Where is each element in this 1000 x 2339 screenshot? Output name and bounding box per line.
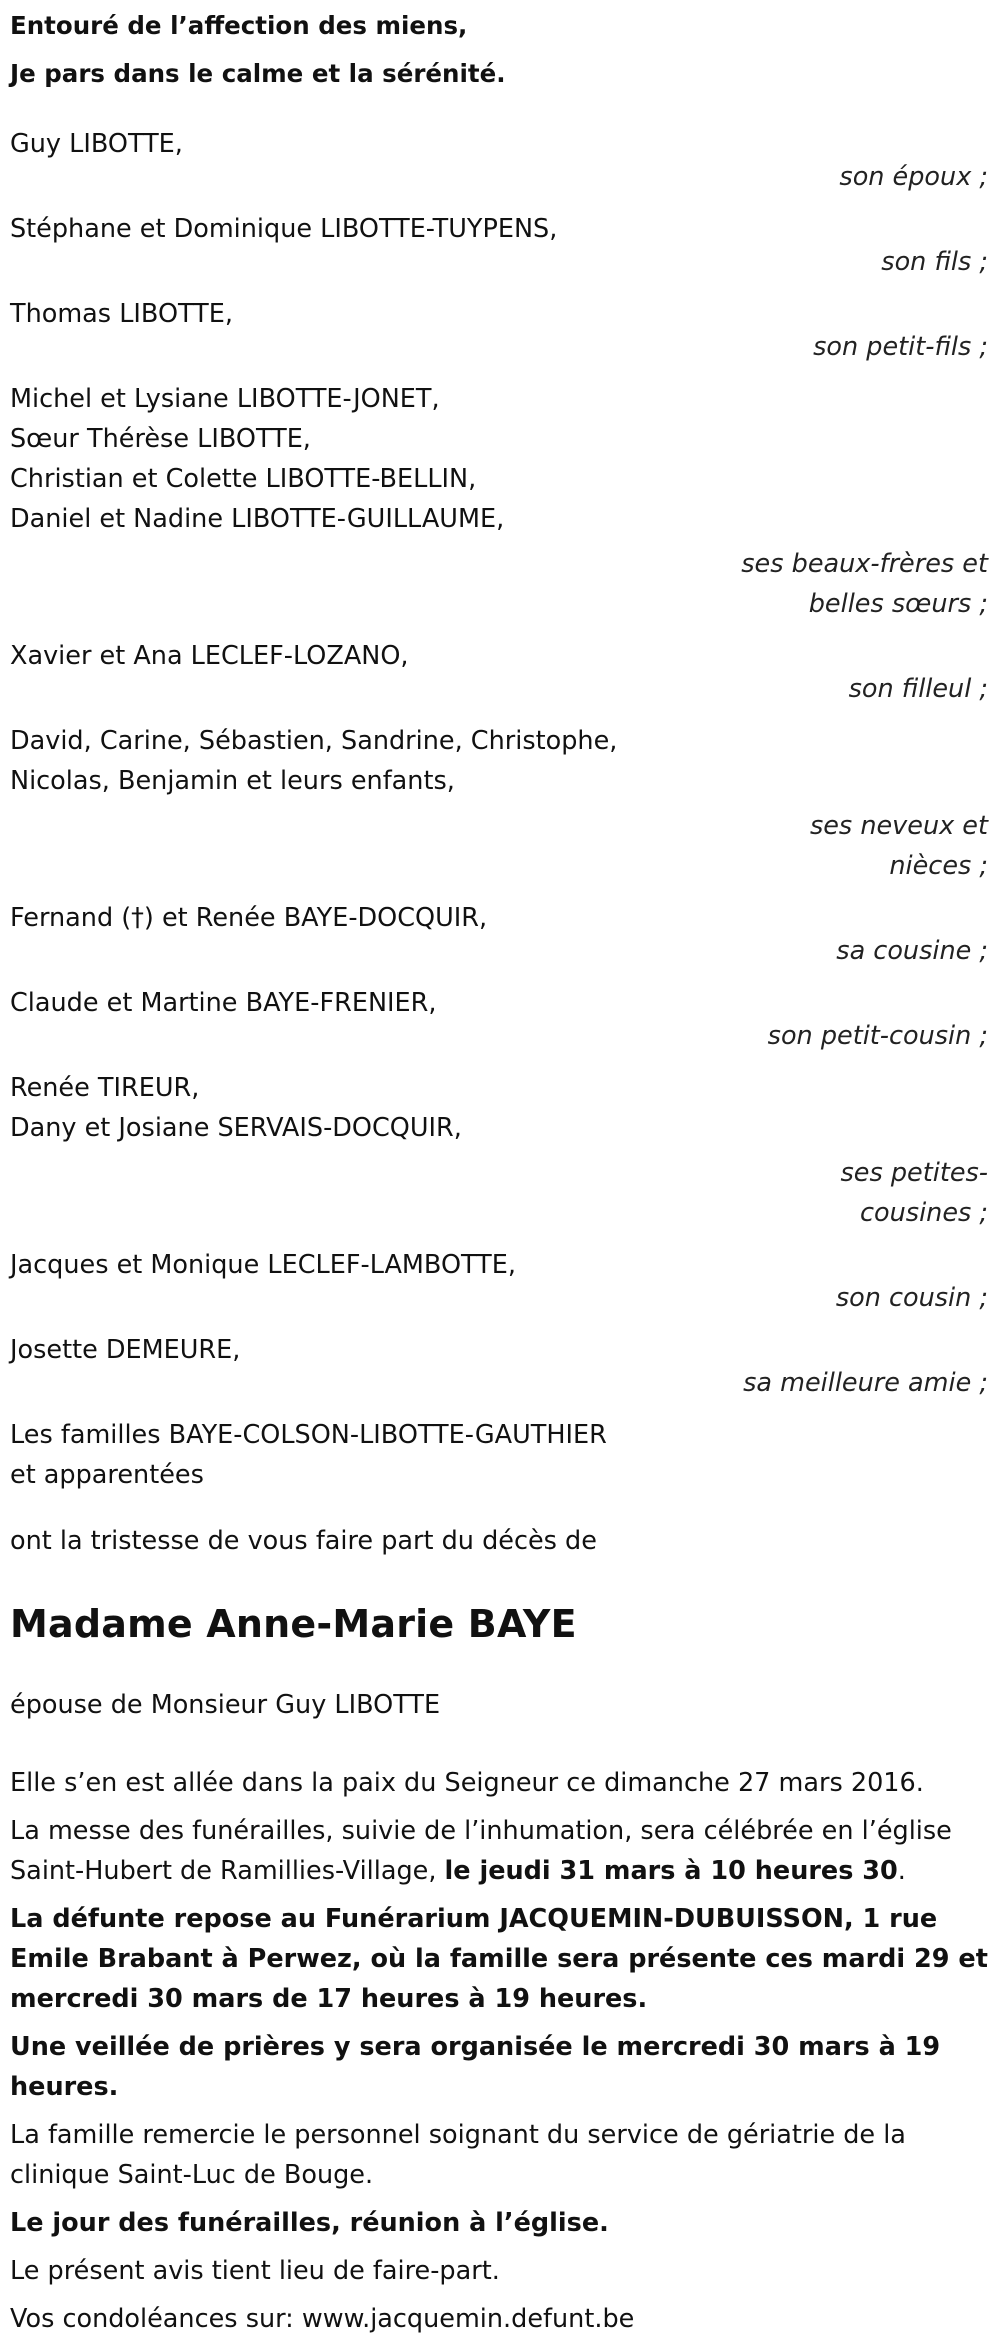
relation-label: ses petites-cousines ; xyxy=(840,1158,988,1228)
family-entry xyxy=(10,1068,988,1233)
family-name: Daniel et Nadine LIBOTTE-GUILLAUME, xyxy=(10,504,505,534)
family-entry xyxy=(10,379,988,624)
mass-date: le jeudi 31 mars à 10 heures 30 xyxy=(444,1856,898,1886)
family-name: Claude et Martine BAYE-FRENIER, xyxy=(10,988,437,1018)
mass-text: La messe des funérailles, suivie de l’inhumation, sera célébrée en l’église Saint-Hubert de Ramillies-Village, xyxy=(10,1816,952,1886)
mass-end: . xyxy=(897,1856,906,1886)
notice-paragraph: Le présent avis tient lieu de faire-part. xyxy=(10,2256,500,2286)
relation-label: sa cousine ; xyxy=(836,936,988,966)
condolences-paragraph: Vos condoléances sur: www.jacquemin.defunt.be xyxy=(10,2304,635,2334)
relation-label: son filleul ; xyxy=(848,674,988,704)
relation-label: ses beaux-frères et belles sœurs ; xyxy=(741,549,988,619)
family-name: Dany et Josiane SERVAIS-DOCQUIR, xyxy=(10,1113,462,1143)
family-name: Les familles BAYE-COLSON-LIBOTTE-GAUTHIER xyxy=(10,1420,607,1450)
family-name: et apparentées xyxy=(10,1460,204,1490)
family-entry xyxy=(10,636,988,709)
family-entry xyxy=(10,1415,988,1495)
family-entry xyxy=(10,721,988,886)
relation-label: son époux ; xyxy=(839,162,988,192)
intro-quote xyxy=(10,0,988,98)
family-entry xyxy=(10,1245,988,1318)
family-name: Guy LIBOTTE, xyxy=(10,129,183,159)
family-list xyxy=(10,124,988,1495)
vigil-paragraph: Une veillée de prières y sera organisée le mercredi 30 mars à 19 heures. xyxy=(10,2032,941,2102)
relation-label: son fils ; xyxy=(881,247,988,277)
family-name: Sœur Thérèse LIBOTTE, xyxy=(10,424,311,454)
funeral-home-paragraph: La défunte repose au Funérarium JACQUEMIN-DUBUISSON, 1 rue Emile Brabant à Perwez, où la famille sera présente ces mardi 29 et mercredi 30 mars de 17 heures à 19 heures. xyxy=(10,1904,988,2014)
spouse-line: épouse de Monsieur Guy LIBOTTE xyxy=(10,1690,441,1720)
passing-paragraph: Elle s’en est allée dans la paix du Seigneur ce dimanche 27 mars 2016. xyxy=(10,1768,924,1798)
relation-label: son petit-fils ; xyxy=(813,332,988,362)
deceased-name: Madame Anne-Marie BAYE xyxy=(10,1602,577,1646)
family-name: Michel et Lysiane LIBOTTE-JONET, xyxy=(10,384,440,414)
meeting-paragraph: Le jour des funérailles, réunion à l’église. xyxy=(10,2208,609,2238)
family-entry xyxy=(10,983,988,1056)
relation-label: ses neveux et nièces ; xyxy=(809,811,988,881)
family-name: Jacques et Monique LECLEF-LAMBOTTE, xyxy=(10,1250,516,1280)
family-name: Xavier et Ana LECLEF-LOZANO, xyxy=(10,641,409,671)
announcement-line: ont la tristesse de vous faire part du décès de xyxy=(10,1526,597,1556)
family-name: Renée TIREUR, xyxy=(10,1073,200,1103)
family-entry xyxy=(10,1330,988,1403)
thanks-paragraph: La famille remercie le personnel soignant du service de gériatrie de la clinique Saint-Luc de Bouge. xyxy=(10,2120,906,2190)
family-entry xyxy=(10,294,988,367)
family-name: Josette DEMEURE, xyxy=(10,1335,241,1365)
relation-label: sa meilleure amie ; xyxy=(743,1368,988,1398)
family-entry xyxy=(10,124,988,197)
relation-label: son petit-cousin ; xyxy=(767,1021,988,1051)
family-name: Stéphane et Dominique LIBOTTE-TUYPENS, xyxy=(10,214,558,244)
family-name: Christian et Colette LIBOTTE-BELLIN, xyxy=(10,464,477,494)
relation-label: son cousin ; xyxy=(835,1283,988,1313)
family-entry xyxy=(10,209,988,282)
intro-line-1: Entouré de l’affection des miens, xyxy=(10,11,468,40)
family-name: David, Carine, Sébastien, Sandrine, Christophe, xyxy=(10,726,618,756)
intro-line-2: Je pars dans le calme et la sérénité. xyxy=(10,59,506,88)
family-name: Nicolas, Benjamin et leurs enfants, xyxy=(10,766,455,796)
family-name: Fernand (†) et Renée BAYE-DOCQUIR, xyxy=(10,903,488,933)
family-name: Thomas LIBOTTE, xyxy=(10,299,233,329)
family-entry xyxy=(10,898,988,971)
mass-paragraph xyxy=(10,1811,988,1891)
